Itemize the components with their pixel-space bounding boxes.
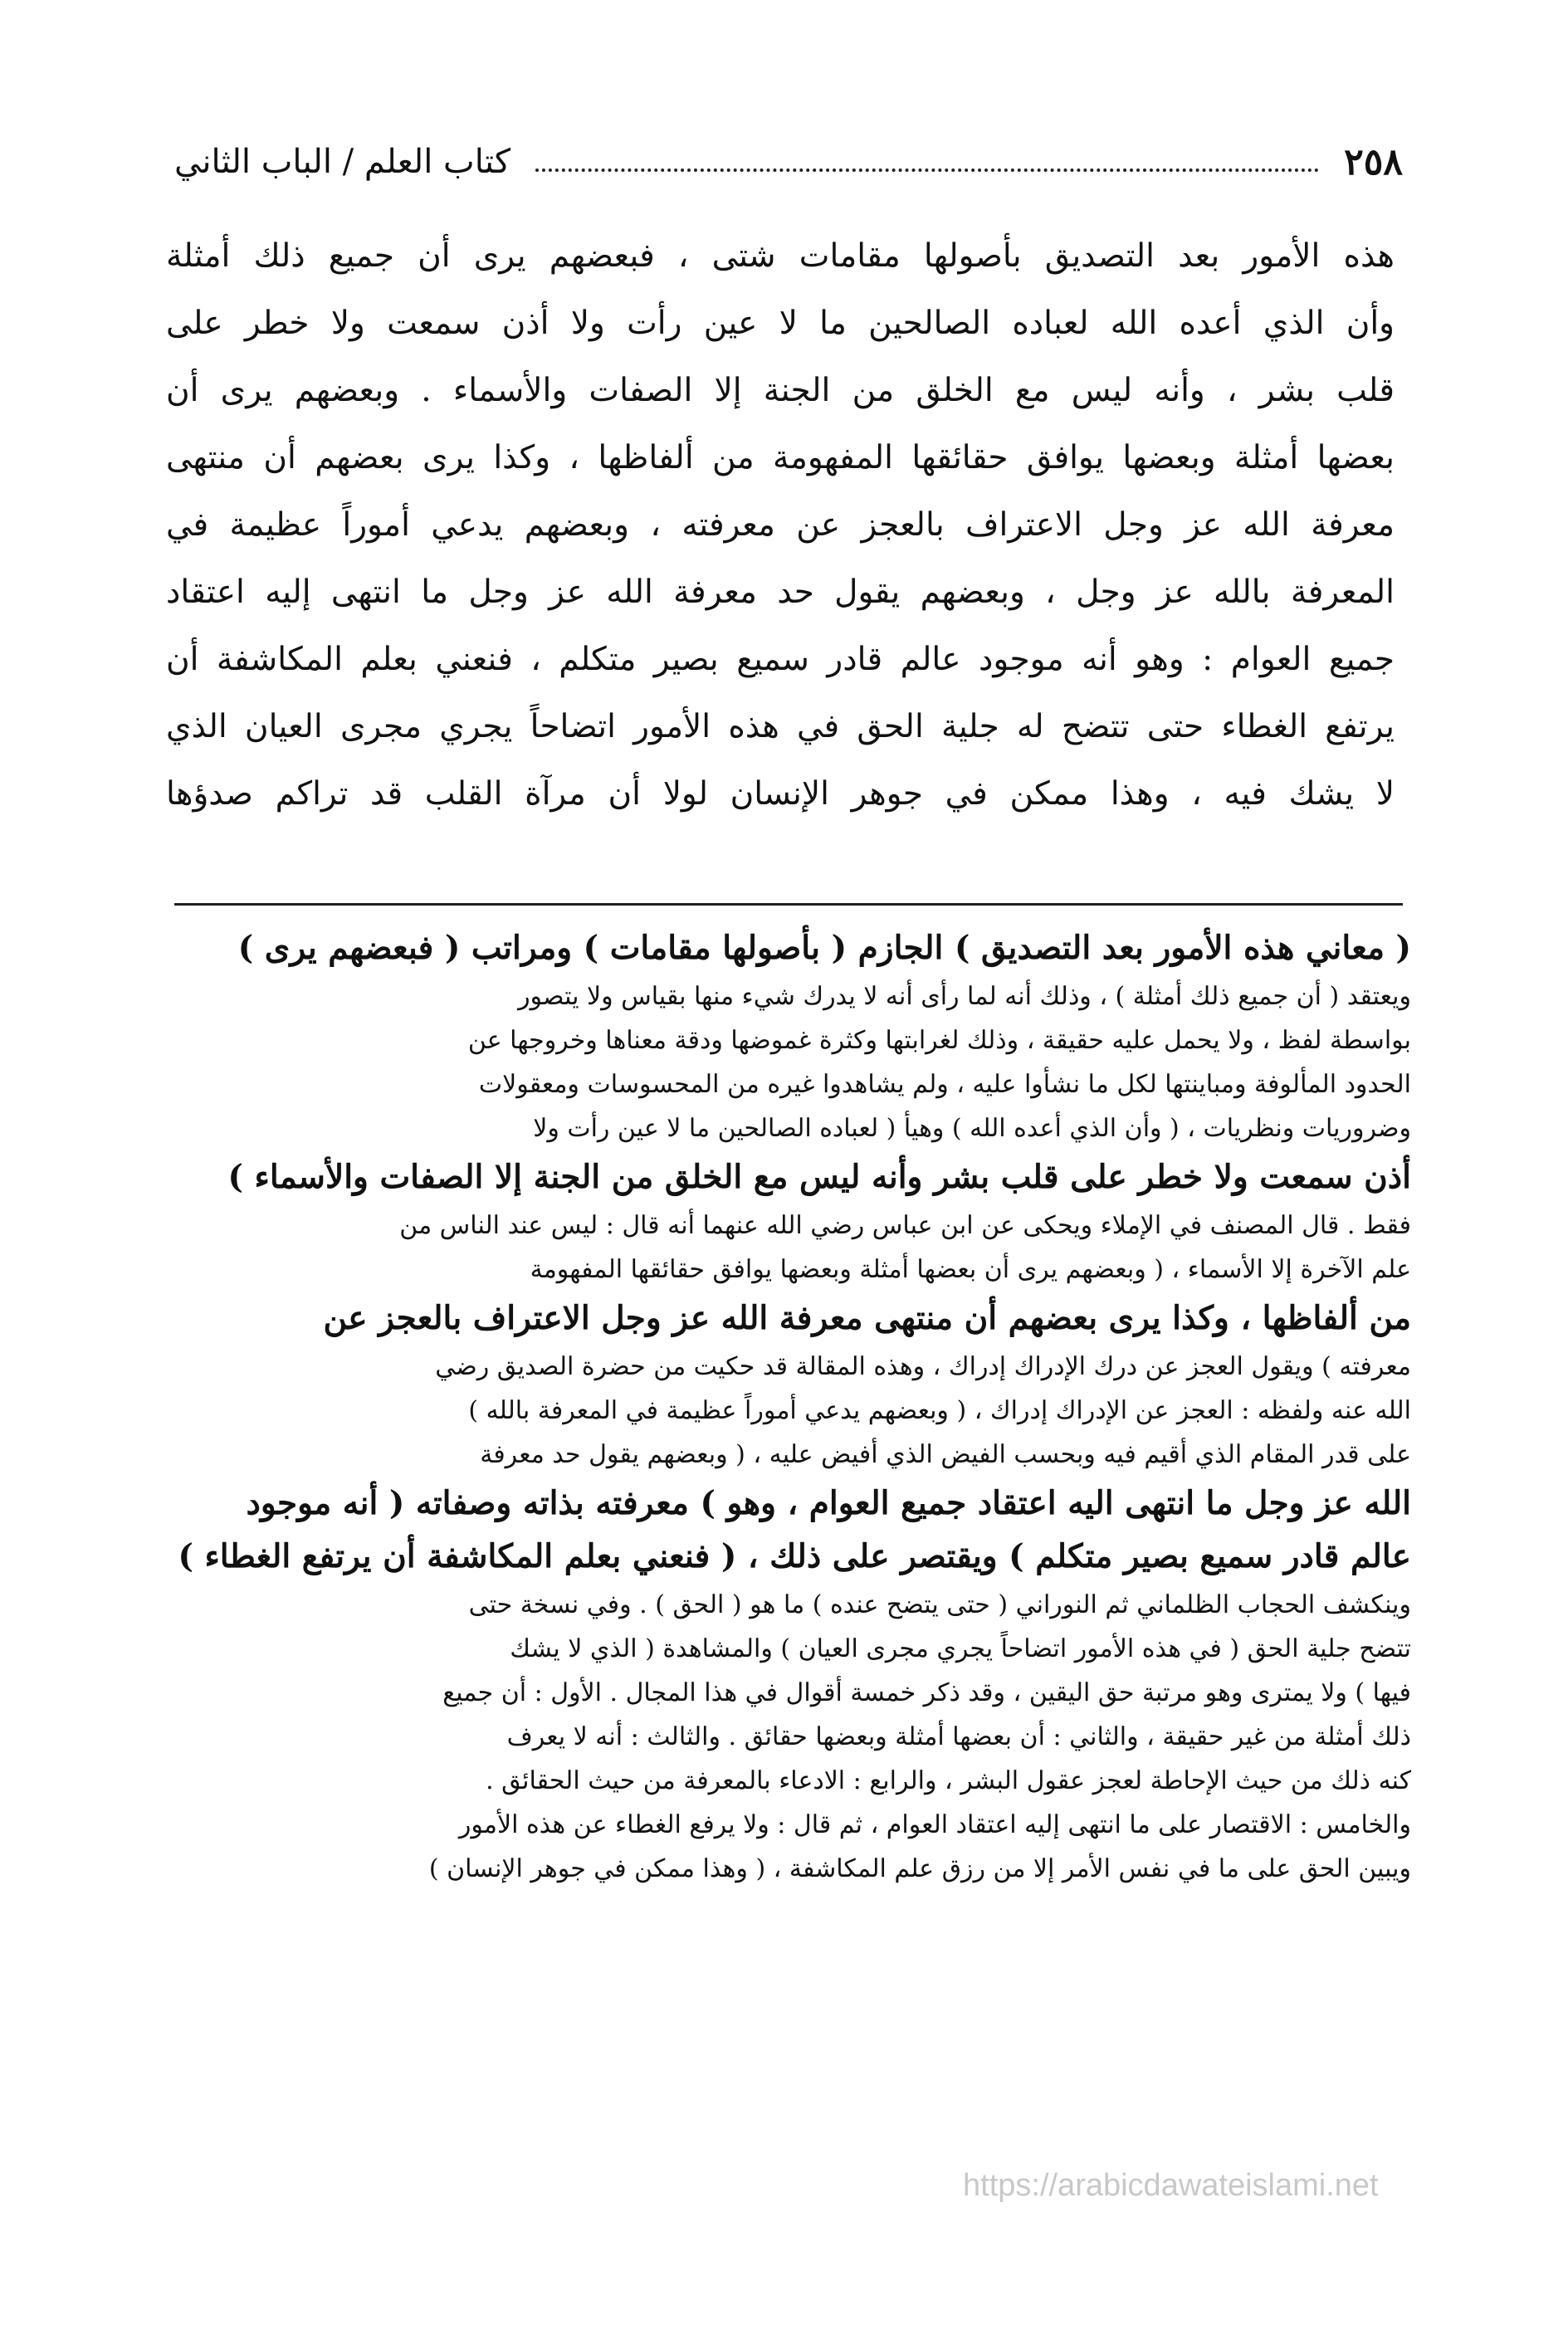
watermark-url: https://arabicdawateislami.net bbox=[963, 2168, 1379, 2203]
commentary-line: الله عز وجل ما انتهى اليه اعتقاد جميع العوام ، وهو ) معرفته بذاته وصفاته ( أنه موجود bbox=[246, 1484, 1411, 1522]
commentary-line: تتضح جلية الحق ( في هذه الأمور اتضاحاً يجري مجرى العيان ) والمشاهدة ( الذي لا يشك bbox=[510, 1634, 1411, 1663]
main-text-line: وأن الذي أعده الله لعباده الصالحين ما لا عين رأت ولا أذن سمعت ولا خطر على bbox=[166, 305, 1395, 342]
footnote-separator bbox=[174, 903, 1403, 906]
commentary-line: ويبين الحق على ما في نفس الأمر إلا من رزق علم المكاشفة ، ( وهذا ممكن في جوهر الإنسان ) bbox=[428, 1854, 1411, 1883]
main-text-line: يرتفع الغطاء حتى تتضح له جلية الحق في هذه الأمور اتضاحاً يجري مجرى العيان الذي bbox=[166, 708, 1395, 745]
commentary-line: وينكشف الحجاب الظلماني ثم النوراني ( حتى يتضح عنده ) ما هو ( الحق ) . وفي نسخة حتى bbox=[468, 1590, 1411, 1619]
commentary-line: الله عنه ولفظه : العجز عن الإدراك إدراك ، ( وبعضهم يدعي أموراً عظيمة في المعرفة بالله ) bbox=[468, 1396, 1411, 1425]
main-text-line: معرفة الله عز وجل الاعتراف بالعجز عن معرفته ، وبعضهم يدعي أموراً عظيمة في bbox=[166, 506, 1395, 544]
commentary-line: على قدر المقام الذي أقيم فيه وبحسب الفيض الذي أفيض عليه ، ( وبعضهم يقول حد معرفة bbox=[480, 1440, 1411, 1469]
commentary-line: معرفته ) ويقول العجز عن درك الإدراك إدراك ، وهذه المقالة قد حكيت من حضرة الصديق رضي bbox=[435, 1352, 1411, 1381]
running-title: كتاب العلم / الباب الثاني bbox=[174, 143, 510, 181]
commentary-line: من ألفاظها ، وكذا يرى بعضهم أن منتهى معرفة الله عز وجل الاعتراف بالعجز عن bbox=[323, 1299, 1411, 1337]
commentary-line: فقط . قال المصنف في الإملاء ويحكى عن ابن عباس رضي الله عنهما أنه قال : ليس عند الناس من bbox=[399, 1211, 1411, 1240]
main-text-line: لا يشك فيه ، وهذا ممكن في جوهر الإنسان لولا أن مرآة القلب قد تراكم صدؤها bbox=[166, 775, 1395, 813]
commentary-line: عالم قادر سميع بصير متكلم ) ويقتصر على ذلك ، ( فنعني بعلم المكاشفة أن يرتفع الغطاء ) bbox=[178, 1537, 1411, 1575]
commentary-line: والخامس : الاقتصار على ما انتهى إليه اعتقاد العوام ، ثم قال : ولا يرفع الغطاء عن هذه الأمور bbox=[458, 1810, 1411, 1839]
main-text-line: المعرفة بالله عز وجل ، وبعضهم يقول حد معرفة الله عز وجل ما انتهى إليه اعتقاد bbox=[166, 574, 1395, 611]
header-dotted-leader bbox=[535, 168, 1319, 172]
commentary-line: علم الآخرة إلا الأسماء ، ( وبعضهم يرى أن بعضها أمثلة وبعضها يوافق حقائقها المفهومة bbox=[530, 1255, 1411, 1284]
commentary-line: أذن سمعت ولا خطر على قلب بشر وأنه ليس مع الخلق من الجنة إلا الصفات والأسماء ) bbox=[227, 1158, 1411, 1196]
commentary-line: ذلك أمثلة من غير حقيقة ، والثاني : أن بعضها أمثلة وبعضها حقائق . والثالث : أنه لا يعرف bbox=[506, 1722, 1411, 1751]
commentary-line: كنه ذلك من حيث الإحاطة لعجز عقول البشر ، والرابع : الادعاء بالمعرفة من حيث الحقائق . bbox=[486, 1766, 1411, 1795]
commentary-line: فيها ) ولا يمترى وهو مرتبة حق اليقين ، وقد ذكر خمسة أقوال في هذا المجال . الأول : أن جميع bbox=[442, 1678, 1411, 1707]
commentary-line: ويعتقد ( أن جميع ذلك أمثلة ) ، وذلك أنه لما رأى أنه لا يدرك شيء منها بقياس ولا يتصور bbox=[518, 982, 1411, 1011]
main-text-line: جميع العوام : وهو أنه موجود عالم قادر سميع بصير متكلم ، فنعني بعلم المكاشفة أن bbox=[166, 641, 1395, 678]
commentary-line: بواسطة لفظ ، ولا يحمل عليه حقيقة ، وذلك لغرابتها وكثرة غموضها ودقة معناها وخروجها عن bbox=[467, 1026, 1411, 1055]
main-text-line: قلب بشر ، وأنه ليس مع الخلق من الجنة إلا الصفات والأسماء . وبعضهم يرى أن bbox=[166, 372, 1395, 409]
main-text-line: بعضها أمثلة وبعضها يوافق حقائقها المفهومة من ألفاظها ، وكذا يرى بعضهم أن منتهى bbox=[166, 439, 1395, 476]
page-number: ٢٥٨ bbox=[1344, 140, 1403, 183]
commentary-line: الحدود المألوفة ومباينتها لكل ما نشأوا عليه ، ولم يشاهدوا غيره من المحسوسات ومعقولات bbox=[478, 1070, 1411, 1099]
commentary-text bbox=[149, 921, 1411, 1891]
commentary-line: وضروريات ونظريات ، ( وأن الذي أعده الله ) وهيأ ( لعباده الصالحين ما لا عين رأت ولا bbox=[533, 1114, 1411, 1143]
main-text bbox=[166, 222, 1395, 828]
page-header bbox=[174, 125, 1403, 199]
commentary-line: ( معاني هذه الأمور بعد التصديق ) الجازم ( بأصولها مقامات ) ومراتب ( فبعضهم يرى ) bbox=[237, 929, 1411, 967]
main-text-line: هذه الأمور بعد التصديق بأصولها مقامات شتى ، فبعضهم يرى أن جميع ذلك أمثلة bbox=[166, 237, 1395, 275]
